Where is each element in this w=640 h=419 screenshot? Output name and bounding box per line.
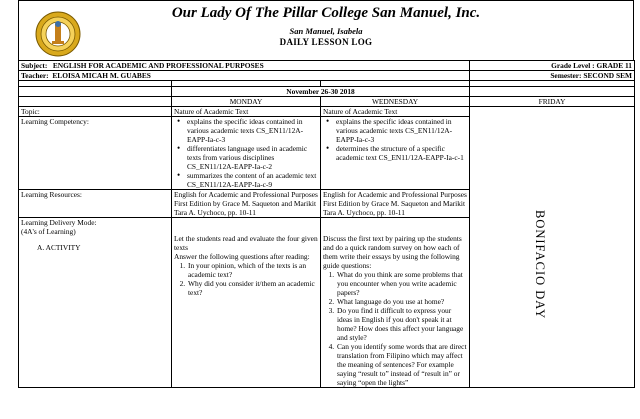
list-item: 1. What do you think are some problems that you encounter when you write academic papers? (336, 270, 467, 297)
subject-value: ENGLISH FOR ACADEMIC AND PROFESSIONAL PURPOSES (52, 61, 264, 70)
grade-level: Grade Level : GRADE 11 (470, 61, 635, 71)
topic-monday: Nature of Academic Text (172, 107, 321, 117)
list-item: 4. Can you identify some words that are direct translation from Filipino which may affect the meaning of sentences? For example saying “result to” instead of “result in” or saying “open the lights” (336, 342, 467, 387)
date-row (19, 87, 635, 97)
activity-monday-question-intro: Answer the following questions after reading: (174, 252, 310, 261)
list-item: • summarizes the content of an academic text CS_EN11/12A-EAPP-Ia-c-9 (187, 171, 318, 189)
teacher-row (19, 71, 635, 81)
topic-label: Topic: (19, 107, 172, 117)
competency-label: Learning Competency: (19, 117, 172, 190)
activity-monday (172, 218, 321, 388)
activity-label: A. ACTIVITY (37, 243, 81, 252)
resources-wednesday: English for Academic and Professional Purposes First Edition by Grace M. Saqueton and Marikit Tara A. Uychoco, pp. 10-11 (321, 190, 470, 218)
school-name: Our Lady Of The Pillar College San Manuel, Inc. (171, 5, 481, 21)
document-header (18, 0, 634, 60)
document-title: DAILY LESSON LOG (279, 37, 373, 47)
list-item: 3. Do you find it difficult to express your ideas in English if you don't speak it at home? How does this affect your language and style? (336, 306, 467, 342)
subject-row (19, 61, 635, 71)
competency-wednesday (321, 117, 470, 190)
list-item: • explains the specific ideas contained in various academic texts CS_EN11/12A-EAPP-Ia-c-3 (187, 117, 318, 144)
activity-wednesday (321, 218, 470, 388)
competency-monday (172, 117, 321, 190)
day-friday: FRIDAY (470, 97, 635, 107)
date-range: November 26-30 2018 (172, 87, 470, 97)
topic-wednesday: Nature of Academic Text (321, 107, 470, 117)
activity-wednesday-intro: Discuss the first text by pairing up the students and do a quick random survey on how each of them write their essays by using the following guide questions: (323, 234, 462, 270)
semester: Semester: SECOND SEM (470, 71, 635, 81)
resources-label: Learning Resources: (19, 190, 172, 218)
resources-monday: English for Academic and Professional Purposes First Edition by Grace M. Saqueton and Marikit Tara A. Uychoco, pp. 10-11 (172, 190, 321, 218)
days-row (19, 97, 635, 107)
subject-cell (19, 61, 470, 71)
topic-row (19, 107, 635, 117)
friday-note: BONIFACIO DAY (533, 210, 547, 320)
list-item: • differentiates language used in academic texts from various disciplines CS_EN11/12A-EAPP-Ia-c-2 (187, 144, 318, 171)
teacher-label: Teacher: (21, 71, 49, 80)
list-item: • determines the structure of a specific academic text CS_EN11/12A-EAPP-Ia-c-1 (336, 144, 467, 162)
teacher-value: ELOISA MICAH M. GUABES (52, 71, 151, 80)
day-wednesday: WEDNESDAY (321, 97, 470, 107)
day-monday: MONDAY (172, 97, 321, 107)
friday-holiday-cell (470, 107, 635, 388)
delivery-sublabel: (4A's of Learning) (21, 227, 76, 236)
activity-monday-intro: Let the students read and evaluate the four given texts (174, 234, 318, 252)
list-item: 2. Why did you consider it/them an academic text? (187, 279, 318, 297)
subject-label: Subject: (21, 61, 48, 70)
delivery-label-cell (19, 218, 172, 388)
teacher-cell (19, 71, 470, 81)
delivery-label: Learning Delivery Mode: (21, 218, 97, 227)
list-item: 2. What language do you use at home? (336, 297, 467, 306)
school-location: San Manuel, Isabela (289, 26, 363, 36)
list-item: • explains the specific ideas contained in various academic texts CS_EN11/12A-EAPP-Ia-c-3 (336, 117, 467, 144)
list-item: 1. In your opinion, which of the texts is an academic text? (187, 261, 318, 279)
